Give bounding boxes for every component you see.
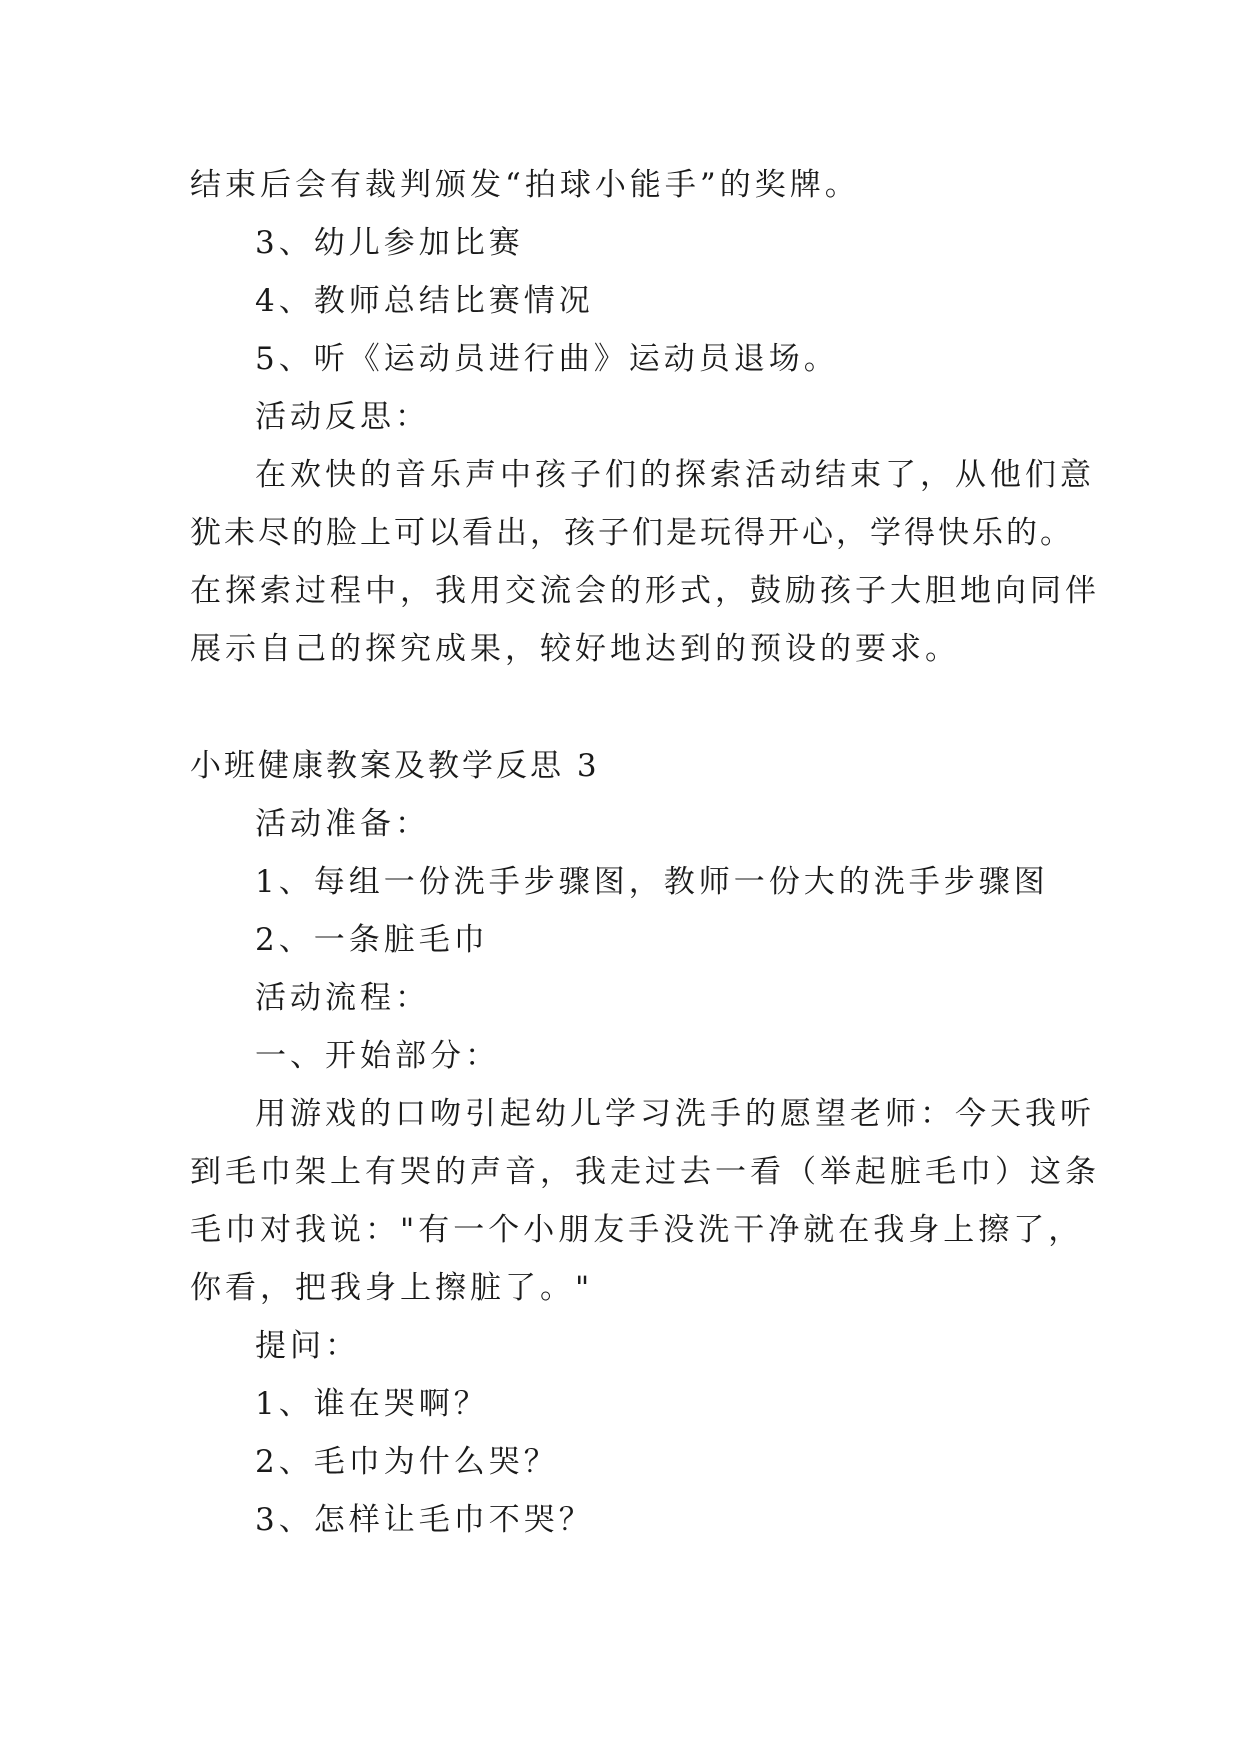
section-heading: 活动准备： [255,806,430,842]
document-title: 小班健康教案及教学反思 3 [190,748,600,784]
paragraph-line: 展示自己的探究成果，较好地达到的预设的要求。 [190,631,960,667]
list-item: 1、每组一份洗手步骤图，教师一份大的洗手步骤图 [255,864,1049,900]
paragraph-line: 你看，把我身上擦脏了。" [190,1270,594,1306]
section-heading: 提问： [255,1328,360,1364]
paragraph-line: 在欢快的音乐声中孩子们的探索活动结束了，从他们意 [255,457,1095,493]
list-item: 3、怎样让毛巾不哭？ [255,1502,594,1538]
list-item: 5、听《运动员进行曲》运动员退场。 [255,341,839,377]
list-item: 3、幼儿参加比赛 [255,225,524,261]
paragraph-line: 用游戏的口吻引起幼儿学习洗手的愿望老师：今天我听 [255,1096,1095,1132]
section-heading: 活动流程： [255,980,430,1016]
paragraph-line: 犹未尽的脸上可以看出，孩子们是玩得开心，学得快乐的。 [190,515,1074,551]
paragraph-line: 毛巾对我说："有一个小朋友手没洗干净就在我身上擦了， [190,1212,1084,1248]
list-item: 4、教师总结比赛情况 [255,283,594,319]
paragraph-line: 结束后会有裁判颁发“拍球小能手”的奖牌。 [190,167,860,203]
paragraph-line: 到毛巾架上有哭的声音，我走过去一看（举起脏毛巾）这条 [190,1154,1100,1190]
section-heading: 活动反思： [255,399,430,435]
section-heading: 一、开始部分： [255,1038,500,1074]
list-item: 1、谁在哭啊？ [255,1386,489,1422]
list-item: 2、毛巾为什么哭？ [255,1444,559,1480]
list-item: 2、一条脏毛巾 [255,922,489,958]
paragraph-line: 在探索过程中，我用交流会的形式，鼓励孩子大胆地向同伴 [190,573,1100,609]
